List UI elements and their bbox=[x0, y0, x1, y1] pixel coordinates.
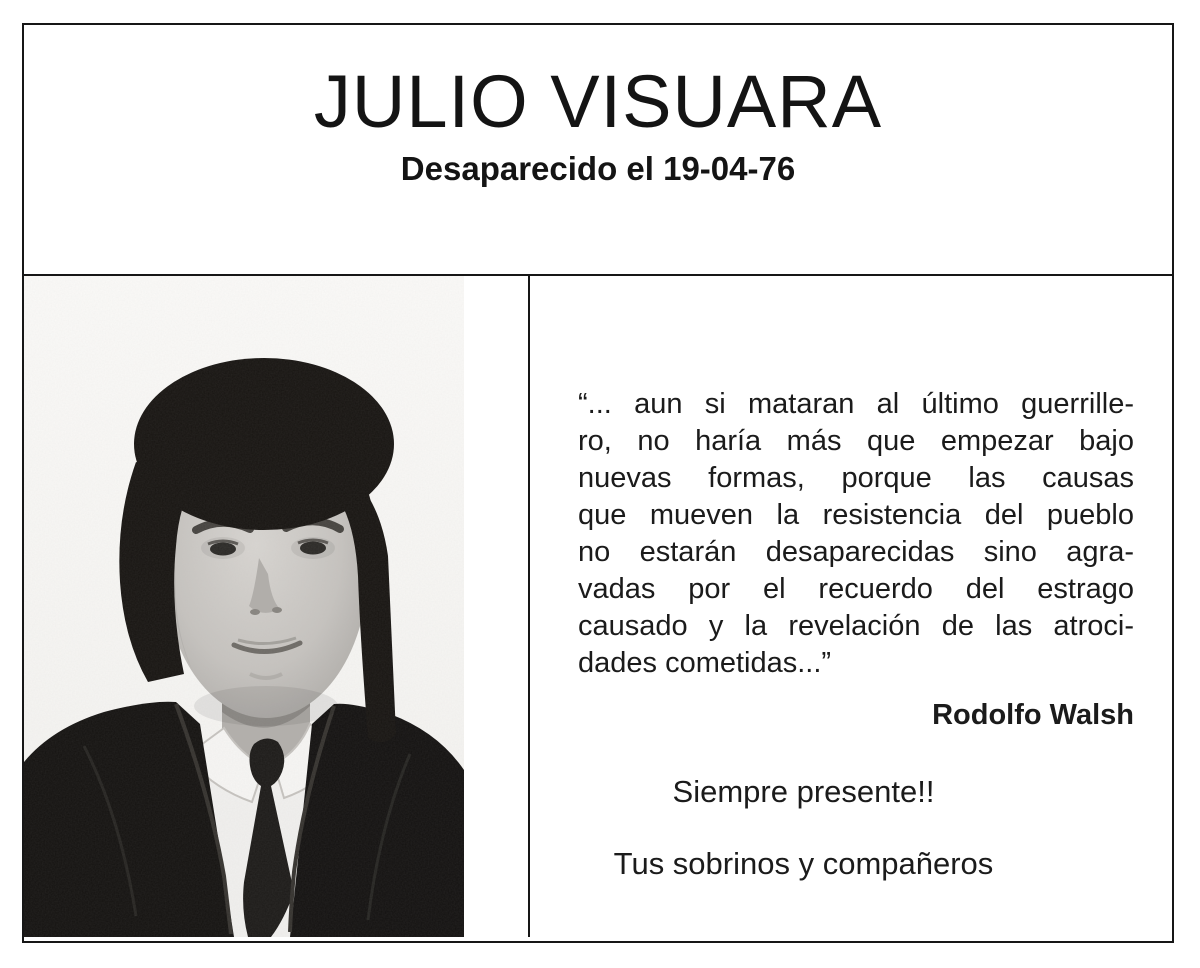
page-title: JULIO VISUARA bbox=[313, 60, 883, 143]
quote-line: vadas por el recuerdo del estrago bbox=[578, 573, 1134, 605]
photo-cell bbox=[24, 276, 530, 937]
quote-line: que mueven la resistencia del pueblo bbox=[578, 499, 1134, 531]
quote-line: no estarán desaparecidas sino agra- bbox=[578, 536, 1134, 568]
quote-line: dades cometidas...” bbox=[578, 647, 832, 679]
portrait-photo bbox=[24, 276, 464, 937]
quote-line: causado y la revelación de las atroci- bbox=[578, 610, 1134, 642]
closing-line-signature: Tus sobrinos y compañeros bbox=[613, 846, 994, 881]
disappearance-date: Desaparecido el 19-04-76 bbox=[400, 149, 796, 187]
quote-line: nuevas formas, porque las causas bbox=[578, 462, 1134, 494]
quote-attribution: Rodolfo Walsh bbox=[932, 699, 1134, 731]
closing-block bbox=[578, 774, 1029, 882]
quote-line: ro, no haría más que empezar bajo bbox=[578, 425, 1134, 457]
quote-line: “... aun si mataran al último guerrille- bbox=[578, 388, 1134, 420]
body-row bbox=[24, 276, 1172, 937]
walsh-quote bbox=[578, 386, 1134, 682]
closing-line-siempre-presente: Siempre presente!! bbox=[672, 774, 935, 809]
memorial-frame bbox=[22, 23, 1174, 943]
header bbox=[24, 25, 1172, 276]
text-cell bbox=[530, 276, 1172, 937]
photo-grain bbox=[24, 276, 464, 937]
